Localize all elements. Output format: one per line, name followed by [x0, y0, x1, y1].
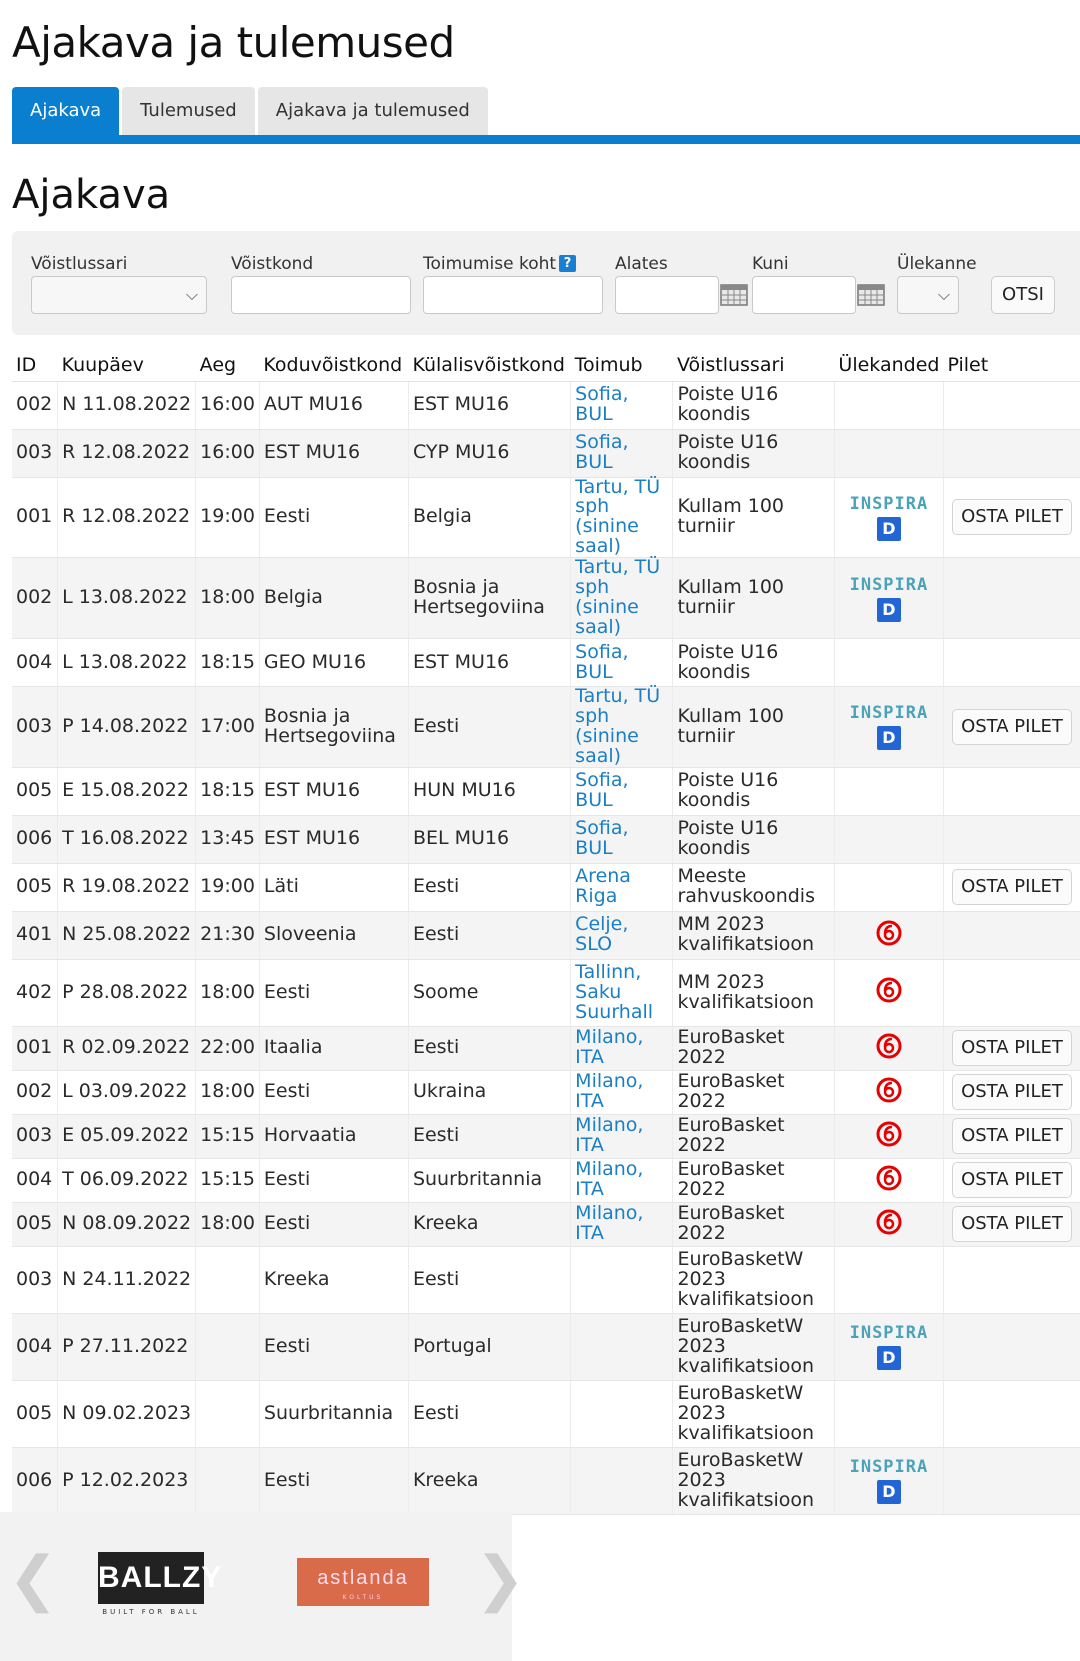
inspira-d-badge: D: [877, 1480, 901, 1504]
row-broadcast: [834, 1202, 943, 1246]
team-filter-label: Võistkond: [231, 254, 314, 274]
col-header-venue: Toimub: [571, 349, 673, 381]
row-away: Suurbritannia: [408, 1158, 570, 1202]
row-away: Eesti: [408, 1026, 570, 1070]
row-venue: [571, 381, 673, 429]
row-venue: [571, 1313, 673, 1380]
row-home: Eesti: [259, 1202, 408, 1246]
row-away: Eesti: [408, 863, 570, 911]
series-filter-label: Võistlussari: [31, 254, 128, 274]
row-home: Itaalia: [259, 1026, 408, 1070]
col-header-ticket: Pilet: [943, 349, 1080, 381]
buy-ticket-button[interactable]: OSTA PILET: [952, 1162, 1072, 1198]
from-date-label: Alates: [615, 254, 668, 274]
row-series: EuroBasketW 2023 kvalifikatsioon: [673, 1380, 834, 1447]
row-series: EuroBasketW 2023 kvalifikatsioon: [673, 1447, 834, 1514]
row-ticket: [943, 558, 1080, 639]
row-date: L 13.08.2022: [58, 639, 196, 687]
row-broadcast: [834, 687, 943, 768]
venue-link[interactable]: Milano, ITA: [575, 1202, 644, 1245]
vodafone-icon[interactable]: [876, 1165, 902, 1191]
row-broadcast: [834, 1026, 943, 1070]
row-id: 002: [12, 1070, 58, 1114]
row-time: 15:15: [196, 1114, 260, 1158]
row-away: Bosnia ja Hertsegoviina: [408, 558, 570, 639]
row-date: N 25.08.2022: [58, 911, 196, 959]
table-row: [12, 1070, 1080, 1114]
buy-ticket-button[interactable]: OSTA PILET: [952, 1118, 1072, 1154]
col-header-id: ID: [12, 349, 58, 381]
row-series: EuroBasket 2022: [673, 1114, 834, 1158]
inspira-logo[interactable]: [850, 1323, 929, 1370]
ballzy-tagline: BUILT FOR BALL: [102, 1608, 200, 1616]
row-venue: [571, 1026, 673, 1070]
venue-link[interactable]: Milano, ITA: [575, 1026, 644, 1069]
venue-filter-label: [423, 254, 576, 274]
schedule-body: [12, 381, 1080, 1514]
row-time: 13:45: [196, 815, 260, 863]
venue-link[interactable]: Tartu, TÜ sph (sinine saal): [575, 685, 661, 767]
table-row: [12, 911, 1080, 959]
row-venue: [571, 1114, 673, 1158]
row-venue: [571, 1246, 673, 1313]
row-id: 001: [12, 1026, 58, 1070]
row-ticket: [943, 767, 1080, 815]
row-venue: [571, 1447, 673, 1514]
row-away: Eesti: [408, 1246, 570, 1313]
row-away: HUN MU16: [408, 767, 570, 815]
row-time: 18:00: [196, 1202, 260, 1246]
broadcast-filter-label: Ülekanne: [897, 254, 977, 274]
row-date: L 03.09.2022: [58, 1070, 196, 1114]
row-date: P 14.08.2022: [58, 687, 196, 768]
row-time: 16:00: [196, 381, 260, 429]
row-ticket: [943, 1070, 1080, 1114]
vodafone-icon[interactable]: [876, 920, 902, 946]
row-time: 18:15: [196, 767, 260, 815]
row-id: 005: [12, 767, 58, 815]
row-broadcast: [834, 911, 943, 959]
to-date-input[interactable]: [752, 276, 856, 314]
row-away: EST MU16: [408, 639, 570, 687]
row-ticket: [943, 1158, 1080, 1202]
venue-link[interactable]: Milano, ITA: [575, 1114, 644, 1157]
row-venue: [571, 767, 673, 815]
row-ticket: [943, 477, 1080, 558]
row-home: EST MU16: [259, 767, 408, 815]
table-row: [12, 1114, 1080, 1158]
row-id: 003: [12, 429, 58, 477]
inspira-logo[interactable]: [850, 703, 929, 750]
table-row: [12, 767, 1080, 815]
inspira-logo[interactable]: [850, 1457, 929, 1504]
row-time: 21:30: [196, 911, 260, 959]
row-venue: [571, 1070, 673, 1114]
inspira-wordmark: INSPIRA: [849, 1457, 929, 1478]
row-ticket: [943, 815, 1080, 863]
team-input[interactable]: [231, 276, 411, 314]
row-home: Kreeka: [259, 1246, 408, 1313]
row-date: E 15.08.2022: [58, 767, 196, 815]
row-series: Poiste U16 koondis: [673, 815, 834, 863]
row-home: Sloveenia: [259, 911, 408, 959]
row-id: 401: [12, 911, 58, 959]
row-date: L 13.08.2022: [58, 558, 196, 639]
row-venue: [571, 687, 673, 768]
row-broadcast: [834, 1380, 943, 1447]
table-row: [12, 558, 1080, 639]
venue-link[interactable]: Sofia, BUL: [575, 769, 629, 812]
row-broadcast: [834, 1313, 943, 1380]
venue-link[interactable]: Sofia, BUL: [575, 383, 629, 425]
inspira-logo[interactable]: [850, 575, 929, 622]
row-date: P 12.02.2023: [58, 1447, 196, 1514]
venue-link[interactable]: Milano, ITA: [575, 1070, 644, 1113]
buy-ticket-button[interactable]: OSTA PILET: [952, 499, 1072, 535]
row-away: Eesti: [408, 687, 570, 768]
row-venue: [571, 1158, 673, 1202]
astlanda-tagline: KOLTUS: [342, 1594, 384, 1601]
row-series: EuroBasket 2022: [673, 1202, 834, 1246]
row-series: Poiste U16 koondis: [673, 639, 834, 687]
calendar-icon[interactable]: [857, 283, 885, 307]
row-venue: [571, 815, 673, 863]
buy-ticket-button[interactable]: OSTA PILET: [952, 1074, 1072, 1110]
row-time: [196, 1313, 260, 1380]
row-away: Kreeka: [408, 1202, 570, 1246]
to-date-label: Kuni: [752, 254, 789, 274]
row-time: 18:00: [196, 1070, 260, 1114]
row-home: Eesti: [259, 1447, 408, 1514]
vodafone-icon[interactable]: [876, 1077, 902, 1103]
vodafone-icon[interactable]: [876, 1121, 902, 1147]
venue-link[interactable]: Tartu, TÜ sph (sinine saal): [575, 556, 661, 639]
row-ticket: [943, 863, 1080, 911]
row-away: Eesti: [408, 1114, 570, 1158]
ballzy-logo[interactable]: BALLZY: [98, 1552, 204, 1604]
row-ticket: [943, 687, 1080, 768]
row-ticket: [943, 639, 1080, 687]
row-home: GEO MU16: [259, 639, 408, 687]
buy-ticket-button[interactable]: OSTA PILET: [952, 869, 1072, 905]
row-series: EuroBasketW 2023 kvalifikatsioon: [673, 1313, 834, 1380]
row-date: T 16.08.2022: [58, 815, 196, 863]
row-broadcast: [834, 815, 943, 863]
row-home: AUT MU16: [259, 381, 408, 429]
table-row: [12, 1026, 1080, 1070]
row-date: R 12.08.2022: [58, 429, 196, 477]
row-away: Kreeka: [408, 1447, 570, 1514]
row-date: N 24.11.2022: [58, 1246, 196, 1313]
row-series: Meeste rahvuskoondis: [673, 863, 834, 911]
row-venue: [571, 639, 673, 687]
row-venue: [571, 477, 673, 558]
col-header-date: Kuupäev: [58, 349, 196, 381]
row-away: Ukraina: [408, 1070, 570, 1114]
row-series: EuroBasketW 2023 kvalifikatsioon: [673, 1246, 834, 1313]
help-icon[interactable]: ?: [559, 255, 576, 272]
row-id: 006: [12, 1447, 58, 1514]
row-id: 006: [12, 815, 58, 863]
row-ticket: [943, 1380, 1080, 1447]
vodafone-icon[interactable]: [876, 1033, 902, 1059]
row-id: 003: [12, 1246, 58, 1313]
tab-ajakava[interactable]: Ajakava: [12, 87, 119, 135]
row-away: Eesti: [408, 911, 570, 959]
row-broadcast: [834, 1158, 943, 1202]
venue-link[interactable]: Celje, SLO: [575, 913, 629, 956]
row-broadcast: [834, 1447, 943, 1514]
inspira-wordmark: INSPIRA: [849, 493, 929, 514]
page-title: Ajakava ja tulemused: [12, 18, 455, 67]
row-time: 18:00: [196, 558, 260, 639]
row-home: Horvaatia: [259, 1114, 408, 1158]
row-time: 22:00: [196, 1026, 260, 1070]
tab-tulemused[interactable]: Tulemused: [122, 87, 255, 135]
row-id: 003: [12, 1114, 58, 1158]
row-ticket: [943, 1114, 1080, 1158]
table-row: [12, 1313, 1080, 1380]
row-time: 19:00: [196, 863, 260, 911]
row-broadcast: [834, 1114, 943, 1158]
row-broadcast: [834, 429, 943, 477]
row-date: T 06.09.2022: [58, 1158, 196, 1202]
vodafone-icon[interactable]: [876, 977, 902, 1003]
row-ticket: [943, 381, 1080, 429]
row-venue: [571, 863, 673, 911]
row-series: Kullam 100 turniir: [673, 558, 834, 639]
row-time: 18:15: [196, 639, 260, 687]
row-away: Belgia: [408, 477, 570, 558]
row-time: 19:00: [196, 477, 260, 558]
venue-link[interactable]: Sofia, BUL: [575, 431, 629, 473]
venue-filter-label-text: Toimumise koht: [423, 254, 557, 274]
col-header-home: Koduvõistkond: [259, 349, 408, 381]
row-id: 004: [12, 1313, 58, 1380]
chevron-down-icon: ⌵: [185, 285, 198, 304]
row-venue: [571, 558, 673, 639]
row-home: Eesti: [259, 1313, 408, 1380]
table-row: [12, 477, 1080, 558]
table-row: [12, 815, 1080, 863]
row-ticket: [943, 1026, 1080, 1070]
chevron-down-icon: ⌵: [937, 285, 950, 304]
row-time: [196, 1246, 260, 1313]
row-time: [196, 1380, 260, 1447]
row-home: Läti: [259, 863, 408, 911]
row-away: Portugal: [408, 1313, 570, 1380]
table-row: [12, 1246, 1080, 1313]
row-ticket: [943, 1313, 1080, 1380]
search-button[interactable]: OTSI: [991, 276, 1055, 314]
row-ticket: [943, 429, 1080, 477]
row-home: Eesti: [259, 1070, 408, 1114]
sponsor-carousel: [0, 1512, 526, 1661]
buy-ticket-button[interactable]: OSTA PILET: [952, 1206, 1072, 1242]
vodafone-icon[interactable]: [876, 1209, 902, 1235]
row-home: Belgia: [259, 558, 408, 639]
row-date: P 28.08.2022: [58, 959, 196, 1026]
row-series: EuroBasket 2022: [673, 1026, 834, 1070]
tab-underline: [12, 135, 1080, 144]
row-id: 004: [12, 639, 58, 687]
astlanda-logo[interactable]: astlanda: [297, 1558, 429, 1606]
inspira-d-badge: D: [877, 598, 901, 622]
row-venue: [571, 429, 673, 477]
row-time: 18:00: [196, 959, 260, 1026]
table-row: [12, 381, 1080, 429]
row-away: CYP MU16: [408, 429, 570, 477]
col-header-time: Aeg: [196, 349, 260, 381]
row-ticket: [943, 911, 1080, 959]
row-date: P 27.11.2022: [58, 1313, 196, 1380]
row-home: Eesti: [259, 477, 408, 558]
inspira-wordmark: INSPIRA: [849, 574, 929, 595]
row-date: R 12.08.2022: [58, 477, 196, 558]
row-venue: [571, 1202, 673, 1246]
row-time: [196, 1447, 260, 1514]
venue-link[interactable]: Sofia, BUL: [575, 640, 629, 683]
row-series: Kullam 100 turniir: [673, 687, 834, 768]
schedule-table: [12, 349, 1080, 1515]
row-broadcast: [834, 381, 943, 429]
venue-link[interactable]: Arena Riga: [575, 865, 631, 908]
col-header-away: Külalisvõistkond: [408, 349, 570, 381]
inspira-logo[interactable]: [850, 494, 929, 541]
row-id: 003: [12, 687, 58, 768]
row-away: Soome: [408, 959, 570, 1026]
row-home: Bosnia ja Hertsegoviina: [259, 687, 408, 768]
table-row: [12, 1447, 1080, 1514]
row-time: 17:00: [196, 687, 260, 768]
row-broadcast: [834, 863, 943, 911]
row-id: 005: [12, 863, 58, 911]
table-header-row: [12, 349, 1080, 381]
row-series: Poiste U16 koondis: [673, 767, 834, 815]
carousel-prev-arrow[interactable]: ❮: [8, 1544, 59, 1614]
row-away: EST MU16: [408, 381, 570, 429]
buy-ticket-button[interactable]: OSTA PILET: [952, 1030, 1072, 1066]
row-ticket: [943, 1202, 1080, 1246]
series-select[interactable]: [31, 276, 207, 314]
row-date: N 08.09.2022: [58, 1202, 196, 1246]
table-row: [12, 1158, 1080, 1202]
table-row: [12, 1380, 1080, 1447]
row-series: Kullam 100 turniir: [673, 477, 834, 558]
row-home: Eesti: [259, 959, 408, 1026]
row-time: 16:00: [196, 429, 260, 477]
table-row: [12, 863, 1080, 911]
row-series: EuroBasket 2022: [673, 1070, 834, 1114]
row-series: MM 2023 kvalifikatsioon: [673, 959, 834, 1026]
row-ticket: [943, 1246, 1080, 1313]
row-away: Eesti: [408, 1380, 570, 1447]
row-home: Eesti: [259, 1158, 408, 1202]
tab-bar: [12, 87, 491, 135]
venue-link[interactable]: Sofia, BUL: [575, 817, 629, 860]
row-id: 002: [12, 558, 58, 639]
broadcast-select[interactable]: [897, 276, 959, 314]
row-series: EuroBasket 2022: [673, 1158, 834, 1202]
inspira-d-badge: D: [877, 726, 901, 750]
row-id: 005: [12, 1202, 58, 1246]
row-series: Poiste U16 koondis: [673, 381, 834, 429]
row-id: 004: [12, 1158, 58, 1202]
inspira-d-badge: D: [877, 1346, 901, 1370]
row-series: MM 2023 kvalifikatsioon: [673, 911, 834, 959]
row-venue: [571, 911, 673, 959]
inspira-wordmark: INSPIRA: [849, 1323, 929, 1344]
row-broadcast: [834, 1070, 943, 1114]
table-row: [12, 429, 1080, 477]
filter-panel: [12, 231, 1080, 335]
row-id: 002: [12, 381, 58, 429]
row-series: Poiste U16 koondis: [673, 429, 834, 477]
row-venue: [571, 1380, 673, 1447]
table-row: [12, 959, 1080, 1026]
row-broadcast: [834, 477, 943, 558]
row-id: 005: [12, 1380, 58, 1447]
row-date: R 19.08.2022: [58, 863, 196, 911]
row-venue: [571, 959, 673, 1026]
inspira-d-badge: D: [877, 517, 901, 541]
venue-link[interactable]: Milano, ITA: [575, 1158, 644, 1201]
calendar-icon[interactable]: [720, 283, 748, 307]
row-broadcast: [834, 639, 943, 687]
table-row: [12, 639, 1080, 687]
row-home: EST MU16: [259, 815, 408, 863]
row-date: N 09.02.2023: [58, 1380, 196, 1447]
carousel-next-arrow[interactable]: ❯: [475, 1544, 526, 1614]
col-header-series: Võistlussari: [673, 349, 834, 381]
row-id: 001: [12, 477, 58, 558]
tab-ajakava-ja-tulemused[interactable]: Ajakava ja tulemused: [258, 87, 488, 135]
row-home: Suurbritannia: [259, 1380, 408, 1447]
buy-ticket-button[interactable]: OSTA PILET: [952, 709, 1072, 745]
row-date: R 02.09.2022: [58, 1026, 196, 1070]
table-row: [12, 687, 1080, 768]
row-ticket: [943, 1447, 1080, 1514]
row-ticket: [943, 959, 1080, 1026]
venue-link[interactable]: Tartu, TÜ sph (sinine saal): [575, 475, 661, 558]
venue-link[interactable]: Tallinn, Saku Suurhall: [575, 960, 654, 1023]
row-away: BEL MU16: [408, 815, 570, 863]
row-time: 15:15: [196, 1158, 260, 1202]
row-broadcast: [834, 767, 943, 815]
row-broadcast: [834, 959, 943, 1026]
row-date: E 05.09.2022: [58, 1114, 196, 1158]
row-date: N 11.08.2022: [58, 381, 196, 429]
table-row: [12, 1202, 1080, 1246]
venue-input[interactable]: [423, 276, 603, 314]
row-id: 402: [12, 959, 58, 1026]
inspira-wordmark: INSPIRA: [849, 703, 929, 724]
row-broadcast: [834, 558, 943, 639]
section-title: Ajakava: [12, 172, 171, 218]
row-broadcast: [834, 1246, 943, 1313]
from-date-input[interactable]: [615, 276, 719, 314]
col-header-broadcast: Ülekanded: [834, 349, 943, 381]
row-home: EST MU16: [259, 429, 408, 477]
